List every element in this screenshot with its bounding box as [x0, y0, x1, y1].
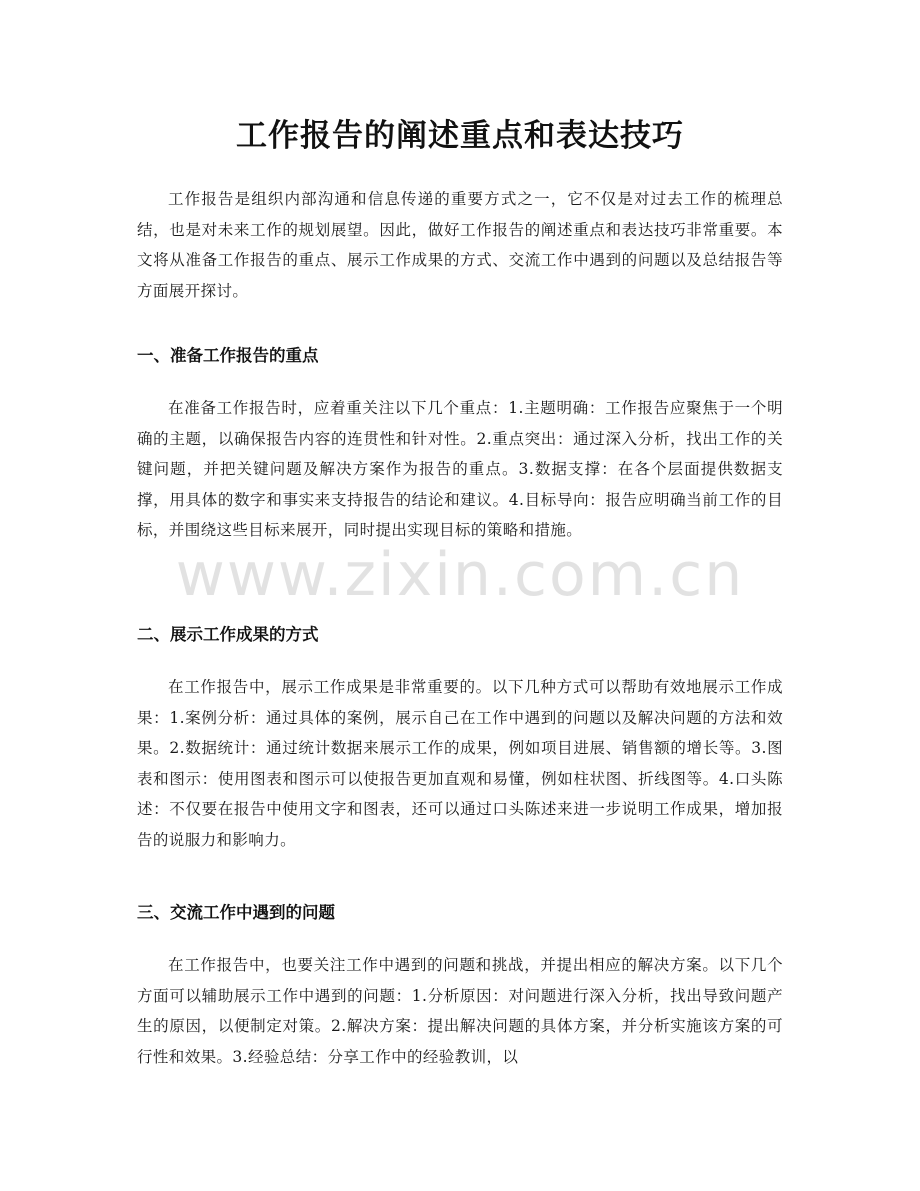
section-3-heading: 三、交流工作中遇到的问题 — [137, 903, 335, 922]
section-3-body: 在工作报告中，也要关注工作中遇到的问题和挑战，并提出相应的解决方案。以下几个方面可以辅助展示工作中遇到的问题：1.分析原因：对问题进行深入分析，找出导致问题产生的原因，以便制定对策。2.解决方案：提出解决问题的具体方案，并分析实施该方案的可行性和效果。3.经验总结：分享工作中的经验教训，以 — [137, 956, 783, 1066]
section-2-heading: 二、展示工作成果的方式 — [137, 625, 319, 644]
section-1-body: 在准备工作报告时，应着重关注以下几个重点：1.主题明确：工作报告应聚焦于一个明确的主题，以确保报告内容的连贯性和针对性。2.重点突出：通过深入分析，找出工作的关键问题，并把关键问题及解决方案作为报告的重点。3.数据支撑：在各个层面提供数据支撑，用具体的数字和事实来支持报告的结论和建议。4.目标导向：报告应明确当前工作的目标，并围绕这些目标来展开，同时提出实现目标的策略和措施。 — [137, 399, 783, 539]
section-1-heading: 一、准备工作报告的重点 — [137, 346, 319, 365]
section-2-body: 在工作报告中，展示工作成果是非常重要的。以下几种方式可以帮助有效地展示工作成果：1.案例分析：通过具体的案例，展示自己在工作中遇到的问题以及解决问题的方法和效果。2.数据统计：通过统计数据来展示工作的成果，例如项目进展、销售额的增长等。3.图表和图示：使用图表和图示可以使报告更加直观和易懂，例如柱状图、折线图等。4.口头陈述：不仅要在报告中使用文字和图表，还可以通过口头陈述来进一步说明工作成果，增加报告的说服力和影响力。 — [137, 678, 783, 849]
document-page — [137, 0, 783, 1191]
intro-paragraph: 工作报告是组织内部沟通和信息传递的重要方式之一，它不仅是对过去工作的梳理总结，也是对未来工作的规划展望。因此，做好工作报告的阐述重点和表达技巧非常重要。本文将从准备工作报告的重点、展示工作成果的方式、交流工作中遇到的问题以及总结报告等方面展开探讨。 — [137, 190, 783, 300]
document-title: 工作报告的阐述重点和表达技巧 — [236, 118, 684, 154]
watermark: www.zixin.com.cn — [175, 540, 745, 610]
